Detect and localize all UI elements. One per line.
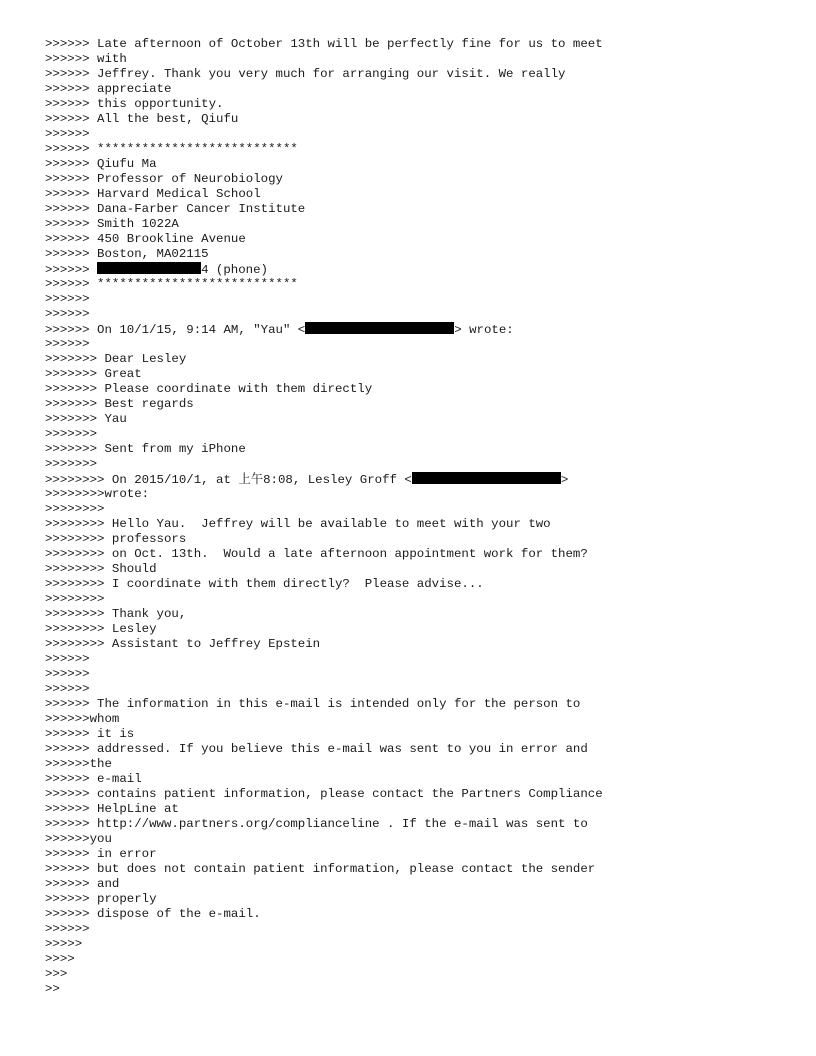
text-line: >>>>>> dispose of the e-mail. [45, 907, 261, 921]
text-line: >>>>>> appreciate [45, 82, 172, 96]
text-line: >>>>>> properly [45, 892, 157, 906]
text-line: >>>>>>>> Should [45, 562, 157, 576]
text-line: >>>>>> Qiufu Ma [45, 157, 157, 171]
text-line: >>>>>> 450 Brookline Avenue [45, 232, 246, 246]
text-line: >>>>>> All the best, Qiufu [45, 112, 239, 126]
text-line: >>>>>> [45, 667, 90, 681]
text-line: >>>>>>> Great [45, 367, 142, 381]
text-line: >>>>>>>>wrote: [45, 487, 150, 501]
text-line: >>>>>>the [45, 757, 112, 771]
text-line: >>>>>>>> Thank you, [45, 607, 187, 621]
text-line: >>>>>>> Best regards [45, 397, 194, 411]
text-line: >>>>>>>> on Oct. 13th. Would a late afternoon appointment work for them? [45, 547, 588, 561]
text-segment: 4 (phone) [201, 263, 268, 277]
text-line: >>>> [45, 952, 75, 966]
text-line: >>>>>> http://www.partners.org/complianceline . If the e-mail was sent to [45, 817, 588, 831]
text-line: >>>>>> [45, 682, 90, 696]
text-segment: >>>>>>>> On 2015/10/1, at 上午8:08, Lesley Groff < [45, 473, 412, 487]
text-line: >>>>>>>> professors [45, 532, 187, 546]
text-line: >>>>>> Professor of Neurobiology [45, 172, 283, 186]
text-line: >>>>>> Harvard Medical School [45, 187, 261, 201]
text-line: >>>>>>>> [45, 502, 105, 516]
text-line: >>>>>> Late afternoon of October 13th will be perfectly fine for us to meet [45, 37, 603, 51]
text-line: >>>>>> [45, 652, 90, 666]
text-line: >>>>>> Jeffrey. Thank you very much for arranging our visit. We really [45, 67, 566, 81]
redaction-block [305, 322, 454, 334]
text-line: >>>>>> it is [45, 727, 135, 741]
text-line [45, 322, 805, 337]
text-line: >>>>>> The information in this e-mail is intended only for the person to [45, 697, 581, 711]
redaction-block [97, 262, 201, 274]
text-segment: > wrote: [454, 323, 514, 337]
text-line: >>>>>> [45, 307, 90, 321]
text-segment: > [560, 473, 569, 487]
text-line: >>>>> [45, 937, 83, 951]
text-line [45, 472, 805, 487]
text-line: >>>>>>you [45, 832, 112, 846]
text-line: >> [45, 982, 60, 996]
text-line: >>>>>> [45, 292, 90, 306]
text-line: >>>>>> e-mail [45, 772, 142, 786]
text-line: >>>>>>> [45, 457, 98, 471]
text-line: >>>>>> in error [45, 847, 157, 861]
text-line: >>>>>>>> I coordinate with them directly? Please advise... [45, 577, 484, 591]
text-line: >>>>>> *************************** [45, 142, 298, 156]
text-line: >>>>>>whom [45, 712, 120, 726]
text-line: >>>>>> HelpLine at [45, 802, 179, 816]
text-line: >>>>>> Dana-Farber Cancer Institute [45, 202, 306, 216]
text-line: >>>>>>> Yau [45, 412, 127, 426]
text-line: >>>>>> addressed. If you believe this e-mail was sent to you in error and [45, 742, 588, 756]
text-line: >>>>>>>> Lesley [45, 622, 157, 636]
email-body [45, 37, 805, 997]
text-line: >>>>>> Smith 1022A [45, 217, 179, 231]
text-line: >>>>>>> [45, 427, 98, 441]
text-line: >>>>>>> Dear Lesley [45, 352, 187, 366]
text-line: >>>>>> [45, 922, 90, 936]
text-segment: >>>>>> [45, 263, 98, 277]
text-line: >>>>>> and [45, 877, 120, 891]
text-line: >>>>>>>> Assistant to Jeffrey Epstein [45, 637, 321, 651]
text-line: >>>>>>>> [45, 592, 105, 606]
text-segment: >>>>>> On 10/1/15, 9:14 AM, "Yau" < [45, 323, 306, 337]
redaction-block [412, 472, 561, 484]
text-line [45, 262, 805, 277]
text-line: >>>>>> but does not contain patient information, please contact the sender [45, 862, 596, 876]
text-line: >>>>>> Boston, MA02115 [45, 247, 209, 261]
text-line: >>>>>>> Please coordinate with them directly [45, 382, 373, 396]
text-line: >>>>>>> Sent from my iPhone [45, 442, 246, 456]
text-line: >>>>>> this opportunity. [45, 97, 224, 111]
text-line: >>>>>> contains patient information, please contact the Partners Compliance [45, 787, 603, 801]
text-line: >>>>>>>> Hello Yau. Jeffrey will be available to meet with your two [45, 517, 551, 531]
text-line: >>>>>> [45, 337, 90, 351]
text-line: >>> [45, 967, 68, 981]
text-line: >>>>>> [45, 127, 90, 141]
text-line: >>>>>> *************************** [45, 277, 298, 291]
text-line: >>>>>> with [45, 52, 127, 66]
